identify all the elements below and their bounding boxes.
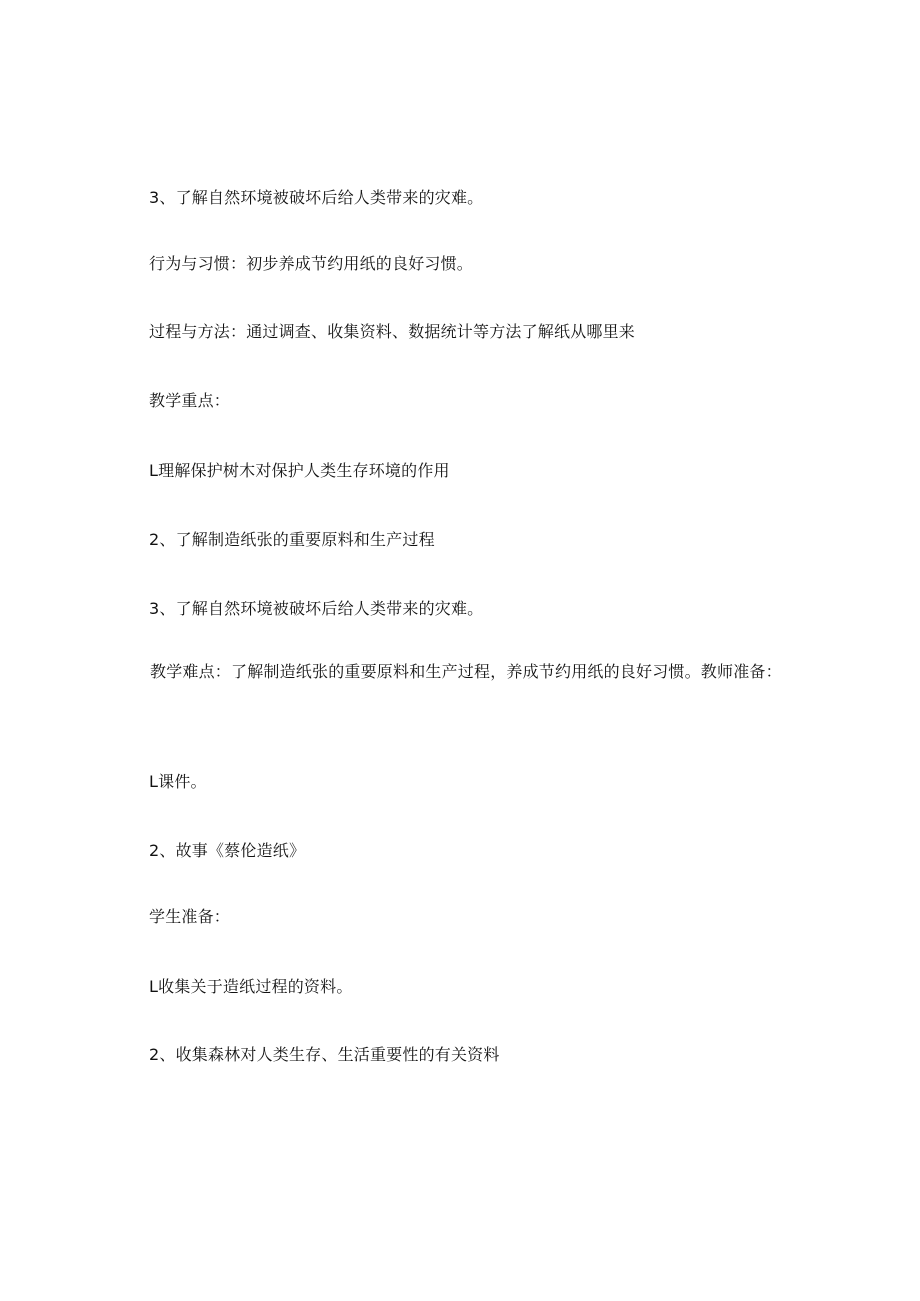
teacher-prep-item-2: 2、故事《蔡伦造纸》 (149, 841, 306, 860)
key-point-1: L理解保护树木对保护人类生存环境的作用 (149, 461, 450, 480)
behavior-habit-line: 行为与习惯：初步养成节约用纸的良好习惯。 (149, 254, 474, 273)
teacher-prep-item-1: L课件。 (149, 772, 207, 791)
student-prep-item-1: L收集关于造纸过程的资料。 (149, 977, 353, 996)
objective-line-3: 3、了解自然环境被破坏后给人类带来的灾难。 (149, 188, 484, 207)
key-point-2: 2、了解制造纸张的重要原料和生产过程 (149, 530, 435, 549)
key-points-heading: 教学重点： (149, 391, 231, 410)
difficulty-paragraph: 教学难点：了解制造纸张的重要原料和生产过程，养成节约用纸的良好习惯。教师准备： (150, 662, 782, 681)
student-prep-item-2: 2、收集森林对人类生存、生活重要性的有关资料 (149, 1045, 500, 1064)
process-method-line: 过程与方法：通过调查、收集资料、数据统计等方法了解纸从哪里来 (149, 322, 636, 341)
key-point-3: 3、了解自然环境被破坏后给人类带来的灾难。 (149, 599, 484, 618)
student-prep-heading: 学生准备： (149, 907, 231, 926)
